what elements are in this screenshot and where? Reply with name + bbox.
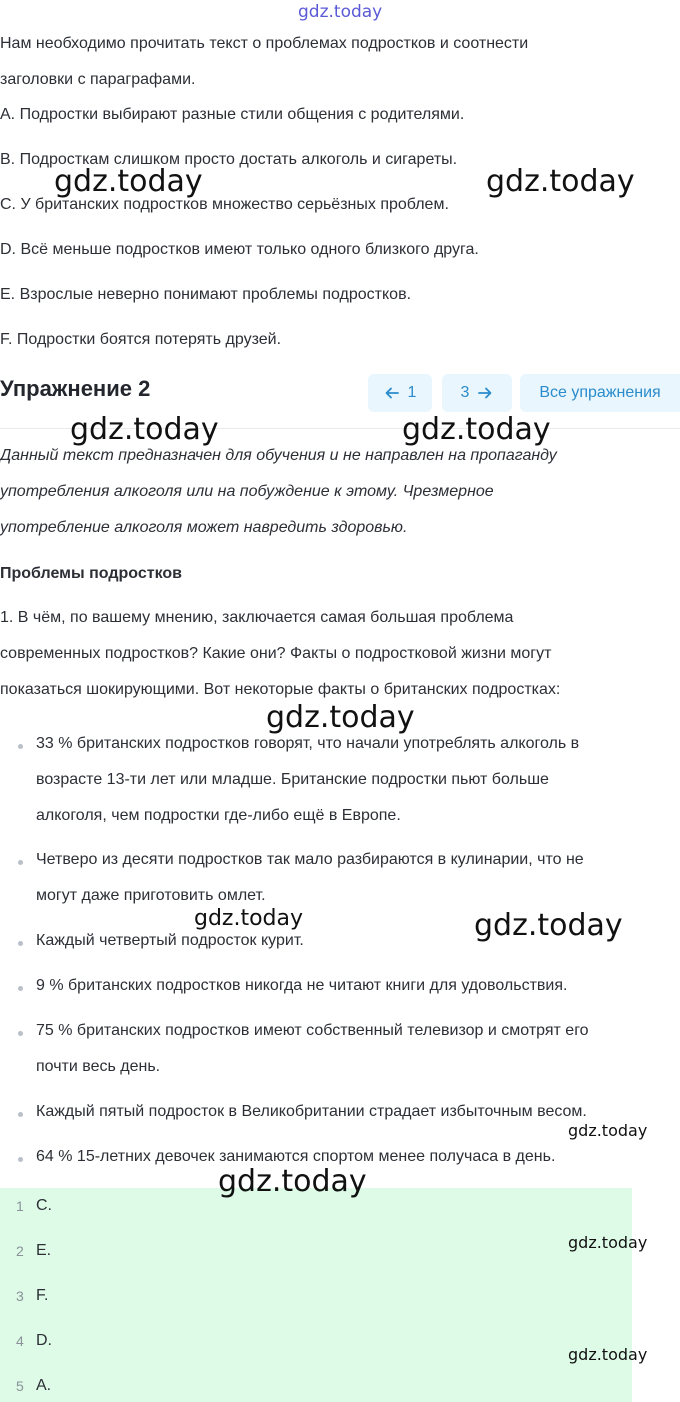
answer-number: 3 xyxy=(16,1288,24,1304)
fact-line: 75 % британских подростков имеют собственный телевизор и смотрят его xyxy=(36,1022,589,1039)
watermark: gdz.today xyxy=(194,906,304,931)
watermark: gdz.today xyxy=(474,908,623,943)
list-bullet xyxy=(18,1157,23,1162)
watermark: gdz.today xyxy=(486,164,635,199)
list-bullet xyxy=(18,744,23,749)
intro-line: Нам необходимо прочитать текст о проблемах подростков и соотнести xyxy=(0,35,529,52)
answer-number: 1 xyxy=(16,1198,24,1214)
fact-line: могут даже приготовить омлет. xyxy=(36,887,266,904)
next-exercise-label: 3 xyxy=(460,384,470,401)
watermark: gdz.today xyxy=(54,164,203,199)
watermark: gdz.today xyxy=(568,1233,648,1252)
watermark: gdz.today xyxy=(402,412,551,447)
heading-e: E. Взрослые неверно понимают проблемы подростков. xyxy=(0,286,412,303)
prev-exercise-label: 1 xyxy=(407,384,417,401)
answer-number: 2 xyxy=(16,1243,24,1259)
answer-number: 5 xyxy=(16,1378,24,1394)
watermark: gdz.today xyxy=(218,1164,367,1199)
fact-line: почти весь день. xyxy=(36,1058,161,1075)
list-bullet xyxy=(18,860,23,865)
section-title: Проблемы подростков xyxy=(0,565,182,582)
list-bullet xyxy=(18,1031,23,1036)
answer-value: C. xyxy=(36,1197,52,1214)
watermark: gdz.today xyxy=(568,1345,648,1364)
fact-line: 9 % британских подростков никогда не читают книги для удовольствия. xyxy=(36,977,568,994)
watermark-logo: gdz.today xyxy=(298,2,383,22)
answer-value: E. xyxy=(36,1242,52,1259)
next-exercise-button[interactable] xyxy=(442,374,512,412)
all-exercises-button[interactable] xyxy=(520,374,680,412)
watermark: gdz.today xyxy=(568,1121,648,1140)
paragraph-line: современных подростков? Какие они? Факты о подростковой жизни могут xyxy=(0,645,552,662)
paragraph-line: показаться шокирующими. Вот некоторые факты о британских подростках: xyxy=(0,681,561,698)
fact-line: 64 % 15-летних девочек занимаются спортом менее получаса в день. xyxy=(36,1148,556,1165)
intro-line: заголовки с параграфами. xyxy=(0,71,196,88)
fact-line: возрасте 13-ти лет или младше. Британские подростки пьют больше xyxy=(36,771,549,788)
heading-d: D. Всё меньше подростков имеют только одного близкого друга. xyxy=(0,241,479,258)
watermark: gdz.today xyxy=(70,412,219,447)
answer-value: A. xyxy=(36,1377,52,1394)
watermark: gdz.today xyxy=(266,700,415,735)
prev-exercise-button[interactable] xyxy=(368,374,432,412)
heading-c: C. У британских подростков множество серьёзных проблем. xyxy=(0,196,449,213)
heading-f: F. Подростки боятся потерять друзей. xyxy=(0,331,282,348)
fact-line: Четверо из десяти подростков так мало разбираются в кулинарии, что не xyxy=(36,851,584,868)
arrow-left-icon xyxy=(384,385,400,401)
heading-a: A. Подростки выбирают разные стили общения с родителями. xyxy=(0,106,465,123)
fact-line: алкоголя, чем подростки где-либо ещё в Европе. xyxy=(36,807,401,824)
paragraph-line: 1. В чём, по вашему мнению, заключается самая большая проблема xyxy=(0,609,514,626)
list-bullet xyxy=(18,986,23,991)
fact-line: Каждый пятый подросток в Великобритании страдает избыточным весом. xyxy=(36,1103,587,1120)
list-bullet xyxy=(18,1112,23,1117)
answer-value: F. xyxy=(36,1287,49,1304)
answers-block xyxy=(0,1188,632,1402)
answer-number: 4 xyxy=(16,1333,24,1349)
list-bullet xyxy=(18,941,23,946)
fact-line: 33 % британских подростков говорят, что начали употреблять алкоголь в xyxy=(36,735,580,752)
disclaimer-line: употребления алкоголя или на побуждение к этому. Чрезмерное xyxy=(0,483,494,500)
heading-b: B. Подросткам слишком просто достать алкоголь и сигареты. xyxy=(0,151,458,168)
all-exercises-label: Все упражнения xyxy=(539,384,661,401)
disclaimer-line: употребление алкоголя может навредить здоровью. xyxy=(0,519,408,536)
disclaimer-line: Данный текст предназначен для обучения и не направлен на пропаганду xyxy=(0,447,557,464)
fact-line: Каждый четвертый подросток курит. xyxy=(36,932,304,949)
exercise-title: Упражнение 2 xyxy=(0,376,151,401)
answer-value: D. xyxy=(36,1332,52,1349)
arrow-right-icon xyxy=(477,385,493,401)
